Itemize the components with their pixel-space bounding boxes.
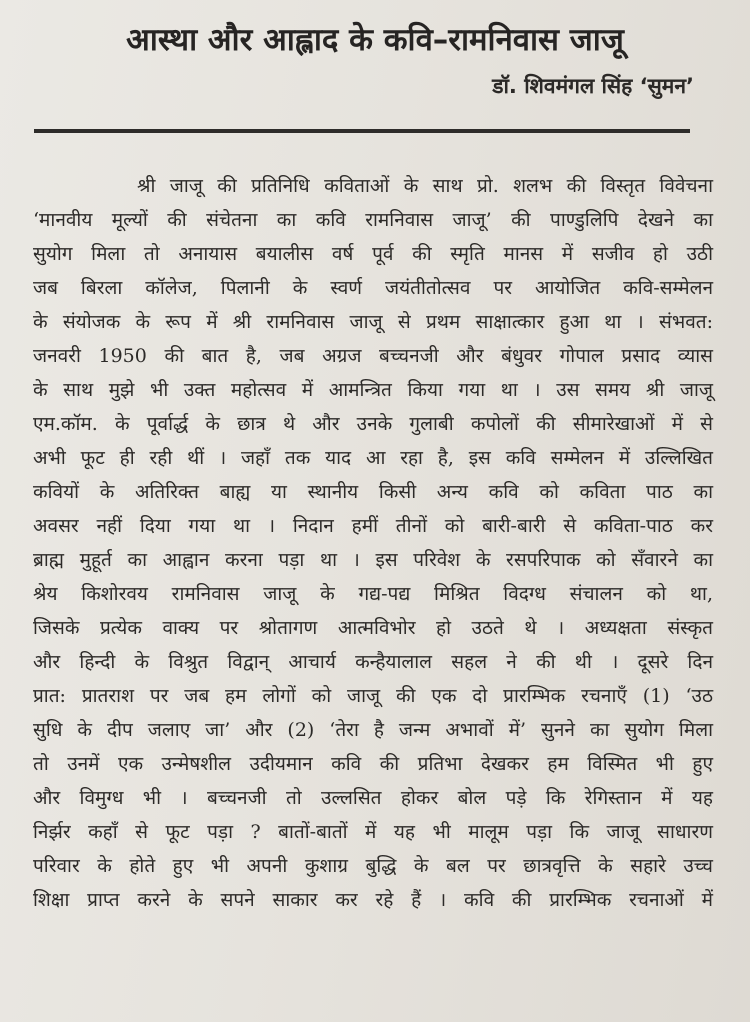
text-line: सुधि के दीप जलाए जा’ और (2) ‘तेरा है जन्म अभावों में’ सुनने का सुयोग मिला: [33, 719, 713, 741]
text-line: के साथ मुझे भी उक्त महोत्सव में आमन्त्रित किया गया था । उस समय श्री जाजू: [33, 379, 713, 401]
text-line: कवियों के अतिरिक्त बाह्य या स्थानीय किसी अन्य कवि को कविता पाठ का: [33, 481, 713, 503]
text-line: अभी फूट ही रही थीं । जहाँ तक याद आ रहा है, इस कवि सम्मेलन में उल्लिखित: [33, 447, 713, 469]
text-line: अवसर नहीं दिया गया था । निदान हमीं तीनों को बारी-बारी से कविता-पाठ कर: [33, 515, 713, 537]
text-line: सुयोग मिला तो अनायास बयालीस वर्ष पूर्व की स्मृति मानस में सजीव हो उठी: [33, 243, 713, 265]
text-line: शिक्षा प्राप्त करने के सपने साकार कर रहे हैं । कवि की प्रारम्भिक रचनाओं में: [33, 889, 713, 911]
text-line: निर्झर कहाँ से फूट पड़ा ? बातों-बातों में यह भी मालूम पड़ा कि जाजू साधारण: [33, 821, 713, 843]
title-divider: [34, 129, 690, 133]
text-line: प्रात: प्रातराश पर जब हम लोगों को जाजू की एक दो प्रारम्भिक रचनाएँ (1) ‘उठ: [33, 685, 713, 707]
article-title: आस्था और आह्लाद के कवि–रामनिवास जाजू: [126, 22, 624, 58]
text-line: जनवरी 1950 की बात है, जब अग्रज बच्चनजी और बंधुवर गोपाल प्रसाद व्यास: [33, 345, 713, 367]
text-line: एम.कॉम. के पूर्वार्द्ध के छात्र थे और उनके गुलाबी कपोलों की सीमारेखाओं में से: [33, 413, 713, 435]
author-name: डॉ. शिवमंगल सिंह ‘सुमन’: [492, 74, 694, 98]
text-line: के संयोजक के रूप में श्री रामनिवास जाजू से प्रथम साक्षात्कार हुआ था । संभवत:: [33, 311, 713, 333]
text-line: श्री जाजू की प्रतिनिधि कविताओं के साथ प्रो. शलभ की विस्तृत विवेचना: [137, 175, 713, 197]
text-line: परिवार के होते हुए भी अपनी कुशाग्र बुद्धि के बल पर छात्रवृत्ति के सहारे उच्च: [33, 855, 713, 877]
text-line: श्रेय किशोरवय रामनिवास जाजू के गद्य-पद्य मिश्रित विदग्ध संचालन को था,: [33, 583, 713, 605]
text-line: तो उनमें एक उन्मेषशील उदीयमान कवि की प्रतिभा देखकर हम विस्मित भी हुए: [33, 753, 713, 775]
text-line: और विमुग्ध भी । बच्चनजी तो उल्लसित होकर बोल पड़े कि रेगिस्तान में यह: [33, 787, 713, 809]
text-line: ब्राह्म मुहूर्त का आह्वान करना पड़ा था । इस परिवेश के रसपरिपाक को सँवारने का: [33, 549, 713, 571]
text-line: जब बिरला कॉलेज, पिलानी के स्वर्ण जयंतीतोत्सव पर आयोजित कवि-सम्मेलन: [33, 277, 713, 299]
body-paragraph: [33, 169, 713, 917]
text-line: ‘मानवीय मूल्यों की संचेतना का कवि रामनिवास जाजू’ की पाण्डुलिपि देखने का: [33, 209, 713, 231]
text-line: और हिन्दी के विश्रुत विद्वान् आचार्य कन्हैयालाल सहल ने की थी । दूसरे दिन: [33, 651, 713, 673]
text-line: जिसके प्रत्येक वाक्य पर श्रोतागण आत्मविभोर हो उठते थे । अध्यक्षता संस्कृत: [33, 617, 713, 639]
